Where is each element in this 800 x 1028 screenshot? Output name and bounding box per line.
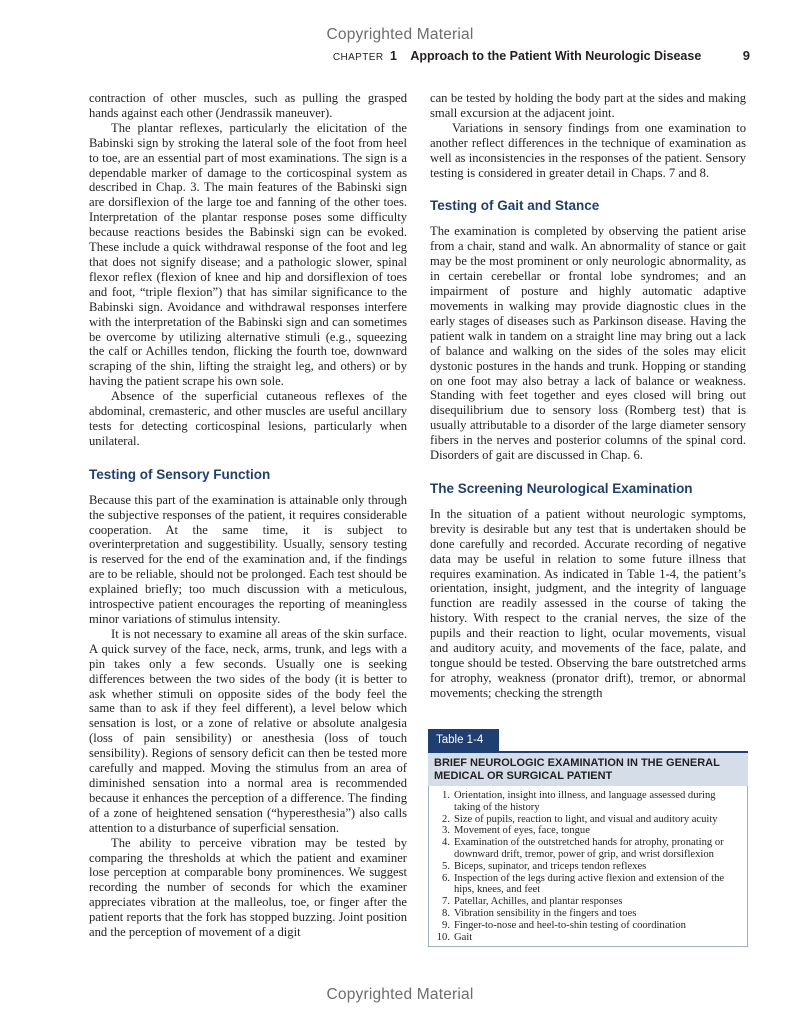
left-column bbox=[89, 91, 407, 940]
chapter-title: Approach to the Patient With Neurologic Disease bbox=[410, 49, 702, 63]
table-item bbox=[435, 873, 741, 897]
right-column bbox=[430, 91, 746, 701]
table-title: BRIEF NEUROLOGIC EXAMINATION IN THE GENERAL MEDICAL OR SURGICAL PATIENT bbox=[428, 751, 748, 786]
table-item-text: Vibration sensibility in the fingers and toes bbox=[454, 907, 637, 919]
table-item bbox=[435, 837, 741, 861]
table-item bbox=[435, 908, 741, 920]
table-item-number: 1. bbox=[442, 790, 450, 801]
table-item bbox=[435, 814, 741, 826]
section-heading-screening: The Screening Neurological Examination bbox=[430, 480, 693, 496]
paragraph: Variations in sensory findings from one examination to another reflect differences in the technique of examination as well as inconsistencies in the responses of the patient. Sensory testing is considered in greater detail in Chaps. 7 and 8. bbox=[430, 120, 746, 180]
table-item-number: 10. bbox=[436, 931, 450, 943]
table-item-text: Size of pupils, reaction to light, and visual and auditory acuity bbox=[454, 813, 718, 825]
paragraph: The plantar reflexes, particularly the elicitation of the Babinski sign by stroking the lateral sole of the foot from heel to toe, are an essential part of most examinations. The sign is a dependable marker of damage to the corticospinal system as described in Chap. 3. The main features of the Babinski sign are dorsiflexion of the large toe and fanning of the other toes. Interpretation of the plantar response poses some difficulty because reactions besides the Babinski sign can be evoked. These include a quick withdrawal response of the foot and leg that does not signify disease; and a pathologic slower, spinal flexor reflex (flexion of knee and hip and dorsiflexion of toes and foot, “triple flexion”) that has similar significance to the Babinski sign. Avoidance and withdrawal responses interfere with the interpretation of the Babinski sign and can sometimes be overcome by utilizing alternative stimuli (e.g., squeezing the calf or Achilles tendon, flicking the fourth toe, downward scraping of the shin, lifting the straight leg, and others) or by having the patient scrape his own sole. bbox=[89, 120, 407, 389]
paragraph: The examination is completed by observing the patient arise from a chair, stand and walk. An abnormality of stance or gait may be the most prominent or only neurologic abnormality, as in certain cerebellar or frontal lobe syndromes; and an impairment of posture and highly automatic adaptive movements in walking may provide diagnostic clues in the early stages of diseases such as Parkinson disease. Having the patient walk in tandem on a straight line may bring out a lack of balance and walking on the sides of the soles may elicit dystonic postures in the hands and trunk. Hopping or standing on one foot may also betray a lack of balance or weakness. Standing with feet together and eyes closed will bring out disequilibrium due to sensory loss (Romberg test) that is usually attributable to a disorder of the large diameter sensory fibers in the nerves and posterior columns of the spinal cord. Disorders of gait are discussed in Chap. 6. bbox=[430, 224, 746, 463]
paragraph: Absence of the superficial cutaneous reflexes of the abdominal, cremasteric, and other muscles are useful ancillary tests for detecting corticospinal lesions, particularly when unilateral. bbox=[89, 389, 407, 448]
table-item-number: 5. bbox=[442, 860, 450, 872]
table-item-text: Gait bbox=[454, 931, 473, 943]
paragraph: It is not necessary to examine all areas of the skin surface. A quick survey of the face, neck, arms, trunk, and legs with a pin takes only a few seconds. Usually one is seeking differences between the two sides of the body (it is better to ask whether stimuli on opposite sides of the body feel the same than to ask if they feel different), a level below which sensation is lost, or a zone of relative or absolute analgesia (loss of pain sensibility) or anesthesia (loss of touch sensibility). Regions of sensory deficit can then be tested more carefully and mapped. Moving the stimulus from an area of diminished sensation into a normal area is recommended because it enhances the perception of a difference. The finding of a zone of heightened sensation (“hyperesthesia”) also calls attention to a disturbance of superficial sensation. bbox=[89, 626, 407, 835]
paragraph: contraction of other muscles, such as pulling the grasped hands against each other (Jendrassik maneuver). bbox=[89, 91, 407, 120]
table-item bbox=[435, 825, 741, 837]
table-item-text: Orientation, insight into illness, and language assessed during taking of the history bbox=[454, 790, 716, 813]
table-item-text: Inspection of the legs during active flexion and extension of the hips, knees, and feet bbox=[454, 872, 725, 896]
table-item-text: Patellar, Achilles, and plantar responses bbox=[454, 896, 623, 908]
table-item-text: Movement of eyes, face, tongue bbox=[454, 825, 590, 837]
table-item-text: Finger-to-nose and heel-to-shin testing of coordination bbox=[454, 919, 686, 931]
paragraph: In the situation of a patient without neurologic symptoms, brevity is desirable but any test that is undertaken should be done carefully and recorded. Accurate recording of negative data may be useful in relation to some future illness that requires examination. As indicated in Table 1-4, the patient’s orientation, insight, judgment, and the integrity of language function are readily assessed in the course of taking the history. With respect to the cranial nerves, the size of the pupils and their reaction to light, ocular movements, visual and auditory acuity, and movements of the face, palate, and tongue should be tested. Observing the bare outstretched arms for atrophy, weakness (pronator drift), tremor, or abnormal movements; checking the strength bbox=[430, 506, 746, 700]
table-item-number: 6. bbox=[442, 872, 450, 884]
page-number: 9 bbox=[742, 48, 750, 63]
table-item bbox=[435, 861, 741, 873]
paragraph: Because this part of the examination is attainable only through the subjective responses of the patient, it requires considerable cooperation. At the same time, it is subject to overinterpretation and suggestibility. Usually, sensory testing is reserved for the end of the examination and, if the findings are to be reliable, should not be prolonged. Each test should be explained briefly; too much discussion with a meticulous, introspective patient encourages the reporting of meaningless minor variations of stimulus intensity. bbox=[89, 492, 407, 626]
paragraph: can be tested by holding the body part at the sides and making small excursion at the adjacent joint. bbox=[430, 91, 746, 120]
table-item-number: 4. bbox=[442, 837, 450, 849]
section-heading-gait: Testing of Gait and Stance bbox=[430, 198, 600, 214]
table-label: Table 1-4 bbox=[428, 729, 499, 751]
table-item-number: 3. bbox=[442, 825, 450, 837]
chapter-number: 1 bbox=[389, 49, 397, 63]
table-item bbox=[435, 932, 741, 944]
paragraph: The ability to perceive vibration may be tested by comparing the thresholds at which the patient and examiner lose perception at comparable bony prominences. We suggest recording the number of seconds for which the examiner appreciates vibration at the malleolus, toe, or finger after the patient reports that the fork has stopped buzzing. Joint position and the perception of movement of a digit bbox=[89, 835, 407, 940]
copyright-watermark-top: Copyrighted Material bbox=[326, 26, 474, 43]
table-item-number: 9. bbox=[442, 919, 450, 931]
table-item bbox=[435, 896, 741, 908]
table-item bbox=[435, 920, 741, 932]
chapter-word: CHAPTER bbox=[332, 52, 384, 63]
table-list bbox=[435, 790, 741, 943]
table-1-4 bbox=[428, 729, 748, 947]
table-item-text: Examination of the outstretched hands for atrophy, pronating or downward drift, tremor, power of grip, and wrist dorsiflexion bbox=[454, 837, 724, 860]
table-item bbox=[435, 790, 741, 814]
table-item-number: 8. bbox=[442, 907, 450, 919]
table-body bbox=[428, 786, 748, 947]
running-header bbox=[90, 48, 750, 68]
table-item-number: 7. bbox=[442, 896, 450, 908]
table-item-number: 2. bbox=[442, 813, 450, 825]
table-item-text: Biceps, supinator, and triceps tendon reflexes bbox=[454, 860, 647, 872]
section-heading-sensory: Testing of Sensory Function bbox=[89, 466, 271, 482]
copyright-watermark-bottom: Copyrighted Material bbox=[326, 986, 474, 1003]
